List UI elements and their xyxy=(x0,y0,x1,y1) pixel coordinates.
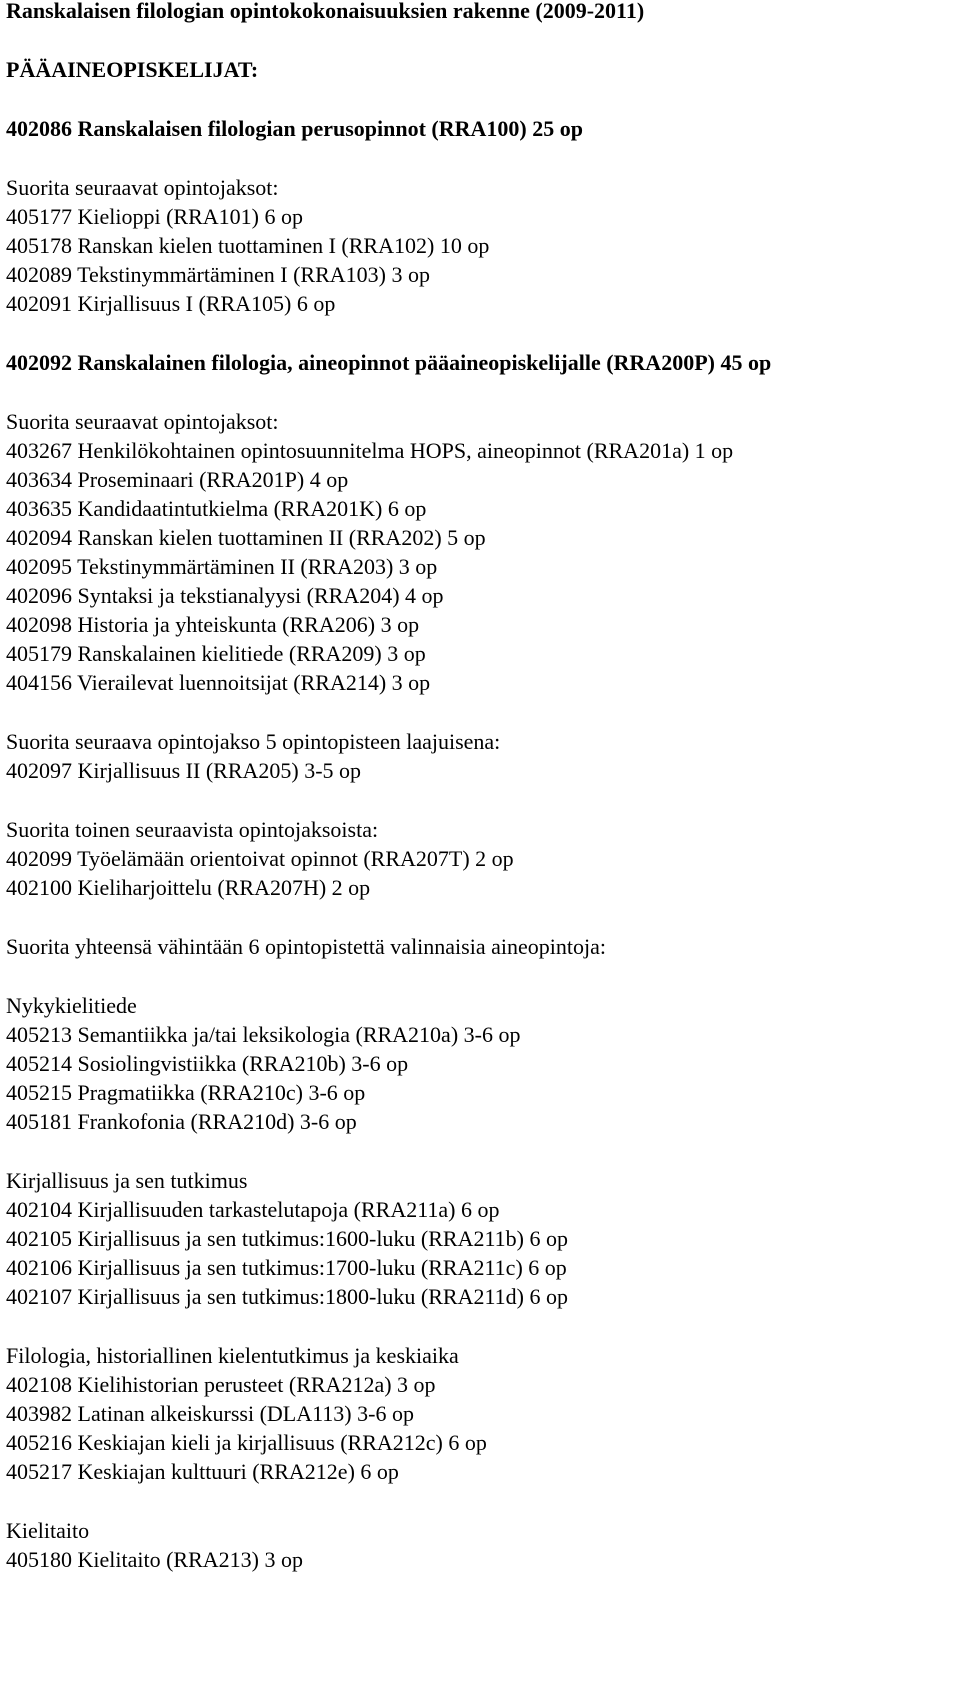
single-course-instruction: Suorita seuraava opintojakso 5 opintopisteen laajuisena: xyxy=(6,729,501,754)
elective-group-name: Filologia, historiallinen kielentutkimus ja keskiaika xyxy=(6,1343,459,1368)
course-item: 402106 Kirjallisuus ja sen tutkimus:1700-luku (RRA211c) 6 op xyxy=(6,1255,567,1280)
choice-instruction: Suorita toinen seuraavista opintojaksoista: xyxy=(6,817,379,842)
course-item: 405179 Ranskalainen kielitiede (RRA209) 3 op xyxy=(6,641,426,666)
course-item: 402094 Ranskan kielen tuottaminen II (RRA202) 5 op xyxy=(6,525,486,550)
course-item: 402097 Kirjallisuus II (RRA205) 3-5 op xyxy=(6,758,362,783)
course-item: 405177 Kielioppi (RRA101) 6 op xyxy=(6,204,303,229)
course-item: 405217 Keskiajan kulttuuri (RRA212e) 6 op xyxy=(6,1459,399,1484)
course-item: 405215 Pragmatiikka (RRA210c) 3-6 op xyxy=(6,1080,366,1105)
perusopinnot-instruction: Suorita seuraavat opintojaksot: xyxy=(6,175,279,200)
course-item: 402107 Kirjallisuus ja sen tutkimus:1800-luku (RRA211d) 6 op xyxy=(6,1284,568,1309)
course-item: 403267 Henkilökohtainen opintosuunnitelma HOPS, aineopinnot (RRA201a) 1 op xyxy=(6,438,734,463)
audience-heading: PÄÄAINEOPISKELIJAT: xyxy=(6,57,259,82)
document-title: Ranskalaisen filologian opintokokonaisuuksien rakenne (2009-2011) xyxy=(6,0,645,23)
course-item: 403635 Kandidaatintutkielma (RRA201K) 6 op xyxy=(6,496,427,521)
course-item: 402096 Syntaksi ja tekstianalyysi (RRA204) 4 op xyxy=(6,583,444,608)
elective-group-name: Kirjallisuus ja sen tutkimus xyxy=(6,1168,248,1193)
course-item: 405180 Kielitaito (RRA213) 3 op xyxy=(6,1547,303,1572)
aineopinnot-heading: 402092 Ranskalainen filologia, aineopinnot pääaineopiskelijalle (RRA200P) 45 op xyxy=(6,350,772,375)
course-item: 405181 Frankofonia (RRA210d) 3-6 op xyxy=(6,1109,357,1134)
course-item: 405216 Keskiajan kieli ja kirjallisuus (RRA212c) 6 op xyxy=(6,1430,487,1455)
elective-group-name: Nykykielitiede xyxy=(6,993,137,1018)
course-item: 402100 Kieliharjoittelu (RRA207H) 2 op xyxy=(6,875,371,900)
course-item: 402091 Kirjallisuus I (RRA105) 6 op xyxy=(6,291,336,316)
course-item: 404156 Vierailevat luennoitsijat (RRA214) 3 op xyxy=(6,670,431,695)
perusopinnot-heading: 402086 Ranskalaisen filologian perusopinnot (RRA100) 25 op xyxy=(6,116,583,141)
aineopinnot-instruction: Suorita seuraavat opintojaksot: xyxy=(6,409,279,434)
course-item: 405213 Semantiikka ja/tai leksikologia (RRA210a) 3-6 op xyxy=(6,1022,521,1047)
course-item: 402104 Kirjallisuuden tarkastelutapoja (RRA211a) 6 op xyxy=(6,1197,500,1222)
elective-group-name: Kielitaito xyxy=(6,1518,90,1543)
course-item: 402098 Historia ja yhteiskunta (RRA206) 3 op xyxy=(6,612,420,637)
course-item: 405214 Sosiolingvistiikka (RRA210b) 3-6 op xyxy=(6,1051,409,1076)
course-item: 405178 Ranskan kielen tuottaminen I (RRA102) 10 op xyxy=(6,233,490,258)
course-item: 402108 Kielihistorian perusteet (RRA212a) 3 op xyxy=(6,1372,436,1397)
course-item: 402089 Tekstinymmärtäminen I (RRA103) 3 op xyxy=(6,262,430,287)
electives-instruction: Suorita yhteensä vähintään 6 opintopistettä valinnaisia aineopintoja: xyxy=(6,934,606,959)
course-item: 402099 Työelämään orientoivat opinnot (RRA207T) 2 op xyxy=(6,846,514,871)
course-item: 403982 Latinan alkeiskurssi (DLA113) 3-6 op xyxy=(6,1401,414,1426)
course-item: 402095 Tekstinymmärtäminen II (RRA203) 3 op xyxy=(6,554,438,579)
course-item: 402105 Kirjallisuus ja sen tutkimus:1600-luku (RRA211b) 6 op xyxy=(6,1226,568,1251)
course-item: 403634 Proseminaari (RRA201P) 4 op xyxy=(6,467,349,492)
